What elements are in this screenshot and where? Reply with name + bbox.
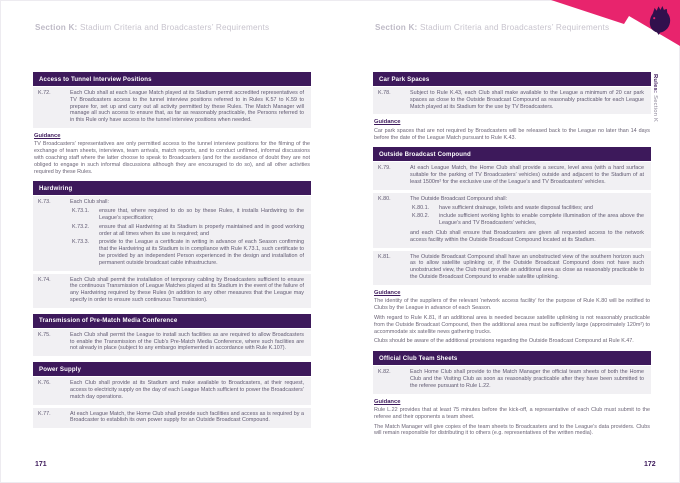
guidance-paragraph: TV Broadcasters’ representatives are only permitted access to the tunnel interview positions for the filming of the exchange of team sheets, interviews, team arrivals, match reports, and to conduct unfilmed, informal discussions with coaching staff where the latter choose to speak to Broadcasters (and for the avoidance of doubt they are not obliged to engage in such informal discussions although they are encouraged to do so), and all other activities required by these Rules. xyxy=(34,141,310,175)
guidance-section xyxy=(374,399,650,438)
side-tab-rules-label: Rules: xyxy=(652,74,658,94)
rule-text: Each Club shall provide at its Stadium and make available to Broadcasters, at their request, access to electricity supply on the day of each League Match sufficient to power the Broadcasters’ match day operations. xyxy=(70,380,304,400)
rule-text: Each Club shall: xyxy=(70,199,109,206)
guidance-section xyxy=(374,290,650,345)
rule-text: Each Club shall permit the League to install such facilities as are required to allow Broadcasters to enable the Transmission of the Club’s Pre-Match Media Conference, where such facilities are not already in place (subject to any embargo implemented in accordance with Rule K.107). xyxy=(70,331,304,352)
rule-number: K.75. xyxy=(38,331,51,338)
rule-text: The Outside Broadcast Compound shall have an unobstructed view of the southern horizon such as to allow satellite uplinking or, if the Outside Broadcast Compound does not have such unobstructed view, the Club must provide an additional area as close as reasonably practicable to the Outside Broadcast Compound to enable satellite uplinking. xyxy=(410,253,644,281)
guidance-paragraph: The identity of the suppliers of the relevant ‘network access facility’ for the purpose of Rule K.80 will be notified to Clubs by the League in advance of each Season. xyxy=(374,298,650,312)
sub-rule-number: K.80.1. xyxy=(412,204,430,211)
guidance-heading: Guidance xyxy=(34,132,61,139)
section-header-bar: Transmission of Pre-Match Media Conference xyxy=(33,314,311,328)
guidance-section xyxy=(374,119,650,141)
sub-rule-number: K.73.1. xyxy=(72,208,90,215)
rule-number: K.78. xyxy=(378,90,391,96)
section-title: Stadium Criteria and Broadcasters’ Requirements xyxy=(417,23,610,32)
rule-block xyxy=(33,408,311,429)
section-header-bar: Outside Broadcast Compound xyxy=(373,147,651,161)
rule-body xyxy=(70,380,304,400)
sub-rule xyxy=(70,208,304,222)
rule-body xyxy=(410,369,644,389)
section-title: Stadium Criteria and Broadcasters’ Requirements xyxy=(77,23,270,32)
section-label: Section K: xyxy=(35,23,78,32)
rule-number: K.77. xyxy=(38,410,51,417)
rule-number: K.73. xyxy=(38,199,51,206)
rule-body xyxy=(410,165,644,185)
side-tab-section-label xyxy=(652,74,658,122)
sub-rule xyxy=(410,205,644,212)
rules-content xyxy=(33,72,311,428)
sub-rule-text: include sufficient working lights to enable complete illumination of the area above the League’s and TV Broadcasters’ vehicles, xyxy=(439,213,644,227)
sub-rule-text: ensure that all Hardwiring at its Stadium is properly maintained and in good working order at all times when its use is required; and xyxy=(99,223,304,237)
sub-rule-text: have sufficient drainage, toilets and waste disposal facilities; and xyxy=(439,204,593,211)
rule-number: K.82. xyxy=(378,369,391,376)
guidance-section xyxy=(34,133,310,175)
rule-block xyxy=(33,329,311,356)
section-label: Section K: xyxy=(375,23,418,32)
rules-content xyxy=(373,72,651,440)
guidance-heading: Guidance xyxy=(374,398,401,405)
rule-text: The Outside Broadcast Compound shall: xyxy=(410,195,508,202)
rule-body xyxy=(410,196,644,244)
page-header xyxy=(35,23,269,32)
sub-rule-number: K.73.3. xyxy=(72,239,90,246)
page-number-right: 172 xyxy=(644,461,656,468)
sub-rule xyxy=(70,239,304,266)
rule-number: K.76. xyxy=(38,380,51,387)
rule-number: K.74. xyxy=(38,276,51,283)
section-header-bar: Access to Tunnel Interview Positions xyxy=(33,72,311,86)
rule-text: Subject to Rule K.43, each Club shall make available to the League a minimum of 20 car park spaces as close to the Outside Broadcast Compound as reasonably practicable for each League Match played at its Stadium for the use by TV Broadcasters. xyxy=(410,90,644,110)
rule-text: Each Home Club shall provide to the Match Manager the official team sheets of both the Home Club and the Visiting Club as soon as reasonably practicable after they have been submitted to the referee pursuant to Rule L.22. xyxy=(410,369,644,389)
section-header-bar: Power Supply xyxy=(33,362,311,376)
rule-block xyxy=(373,366,651,393)
sub-rule xyxy=(70,224,304,238)
rule-body xyxy=(410,90,644,110)
rule-block xyxy=(373,87,651,114)
rule-text: At each League Match, the Home Club shall provide such facilities and access as is required by a Broadcaster to establish its own power supply for an Outside Broadcast Compound. xyxy=(70,410,304,424)
section-header-bar: Car Park Spaces xyxy=(373,72,651,86)
rule-text: Each Club shall at each League Match played at its Stadium permit accredited representatives of TV Broadcasters access to the tunnel interview positions referred to in Rules K.57 to K.59 to prepare for, set up and carry out all activity permitted by these Rules. The Match Manager will manage all such access to ensure that, as far as reasonably practicable, the Persons referred to in this Rule only have access to the tunnel interview positions when needed. xyxy=(70,90,304,124)
rule-text: At each League Match, the Home Club shall provide a secure, level area (with a hard surface suitable for the parking of TV Broadcasters’ vehicles) outside and adjacent to the Stadium of at least 1500m² for the exclusive use of the League’s and TV Broadcasters’ vehicles. xyxy=(410,165,644,186)
sub-rule xyxy=(410,213,644,227)
guidance-heading: Guidance xyxy=(374,289,401,296)
rule-number: K.80. xyxy=(378,195,391,202)
rule-body xyxy=(70,199,304,266)
guidance-paragraph: The Match Manager will give copies of the team sheets to Broadcasters and to the League’s data providers. Clubs will remain responsible for distributing it to others (e.g. representatives of the written media). xyxy=(374,423,650,437)
sub-rule-number: K.80.2. xyxy=(412,213,430,220)
rule-number: K.72. xyxy=(38,90,51,96)
rule-body xyxy=(70,90,304,124)
guidance-heading: Guidance xyxy=(374,119,401,126)
guidance-paragraph: Clubs should be aware of the additional provisions regarding the Outside Broadcast Compound at Rule K.47. xyxy=(374,338,634,345)
rule-body xyxy=(410,254,644,281)
rule-body xyxy=(70,411,304,425)
page-number-left: 171 xyxy=(35,461,47,468)
rule-block xyxy=(33,377,311,404)
rule-text: Each Club shall permit the installation of temporary cabling by Broadcasters sufficient to ensure the continuous Transmission of League Matches played at its Stadium in the event of the failure of any Hardwiring required by these Rules (in addition to any other measures that the League may specify in order to ensure such continuous Transmission). xyxy=(70,276,304,304)
sub-rule-text: ensure that, where required to do so by these Rules, it installs Hardwiring to the League’s specification; xyxy=(99,208,304,222)
rule-block xyxy=(33,87,311,128)
rule-block xyxy=(373,251,651,285)
rule-number: K.79. xyxy=(378,165,391,172)
rule-block xyxy=(33,274,311,308)
guidance-paragraph: Car park spaces that are not required by Broadcasters will be released back to the League no later than 14 days before the date of the League Match pursuant to Rule K.43. xyxy=(374,127,650,141)
section-header-bar: Official Club Team Sheets xyxy=(373,351,651,365)
rule-continuation: and each Club shall ensure that Broadcasters are given all requested access to the network access facility within the Outside Broadcast Compound located at its Stadium. xyxy=(410,230,644,243)
page-header xyxy=(375,23,609,32)
side-tab-section-name: Section K xyxy=(652,93,658,123)
rule-block xyxy=(373,162,651,189)
rule-body xyxy=(70,277,304,304)
guidance-paragraph: Rule L.22 provides that at least 75 minutes before the kick-off, a representative of each Club must submit to the referee and their opponents a team sheet. xyxy=(374,407,650,420)
rule-block xyxy=(33,196,311,270)
sub-rule-text: provide to the League a certificate in writing in advance of each Season confirming that the Hardwiring at its Stadium is in compliance with Rule K.73.1, such certificate to be provided by an independent Person experienced in the design and installation of permanent outside broadcast cable infrastructure. xyxy=(99,239,304,266)
rule-number: K.81. xyxy=(378,253,391,260)
page-right xyxy=(373,0,651,483)
page-left xyxy=(33,0,311,483)
guidance-paragraph: With regard to Rule K.81, if an additional area is needed because satellite uplinking is not reasonably practicable from the Outside Broadcast Compound, then the additional area must be sufficiently large (approximately 120m²) to accommodate six satellite news gathering trucks. xyxy=(374,314,650,335)
rule-body xyxy=(70,332,304,352)
section-header-bar: Hardwiring xyxy=(33,181,311,195)
sub-rule-number: K.73.2. xyxy=(72,223,90,230)
rule-block xyxy=(373,193,651,248)
